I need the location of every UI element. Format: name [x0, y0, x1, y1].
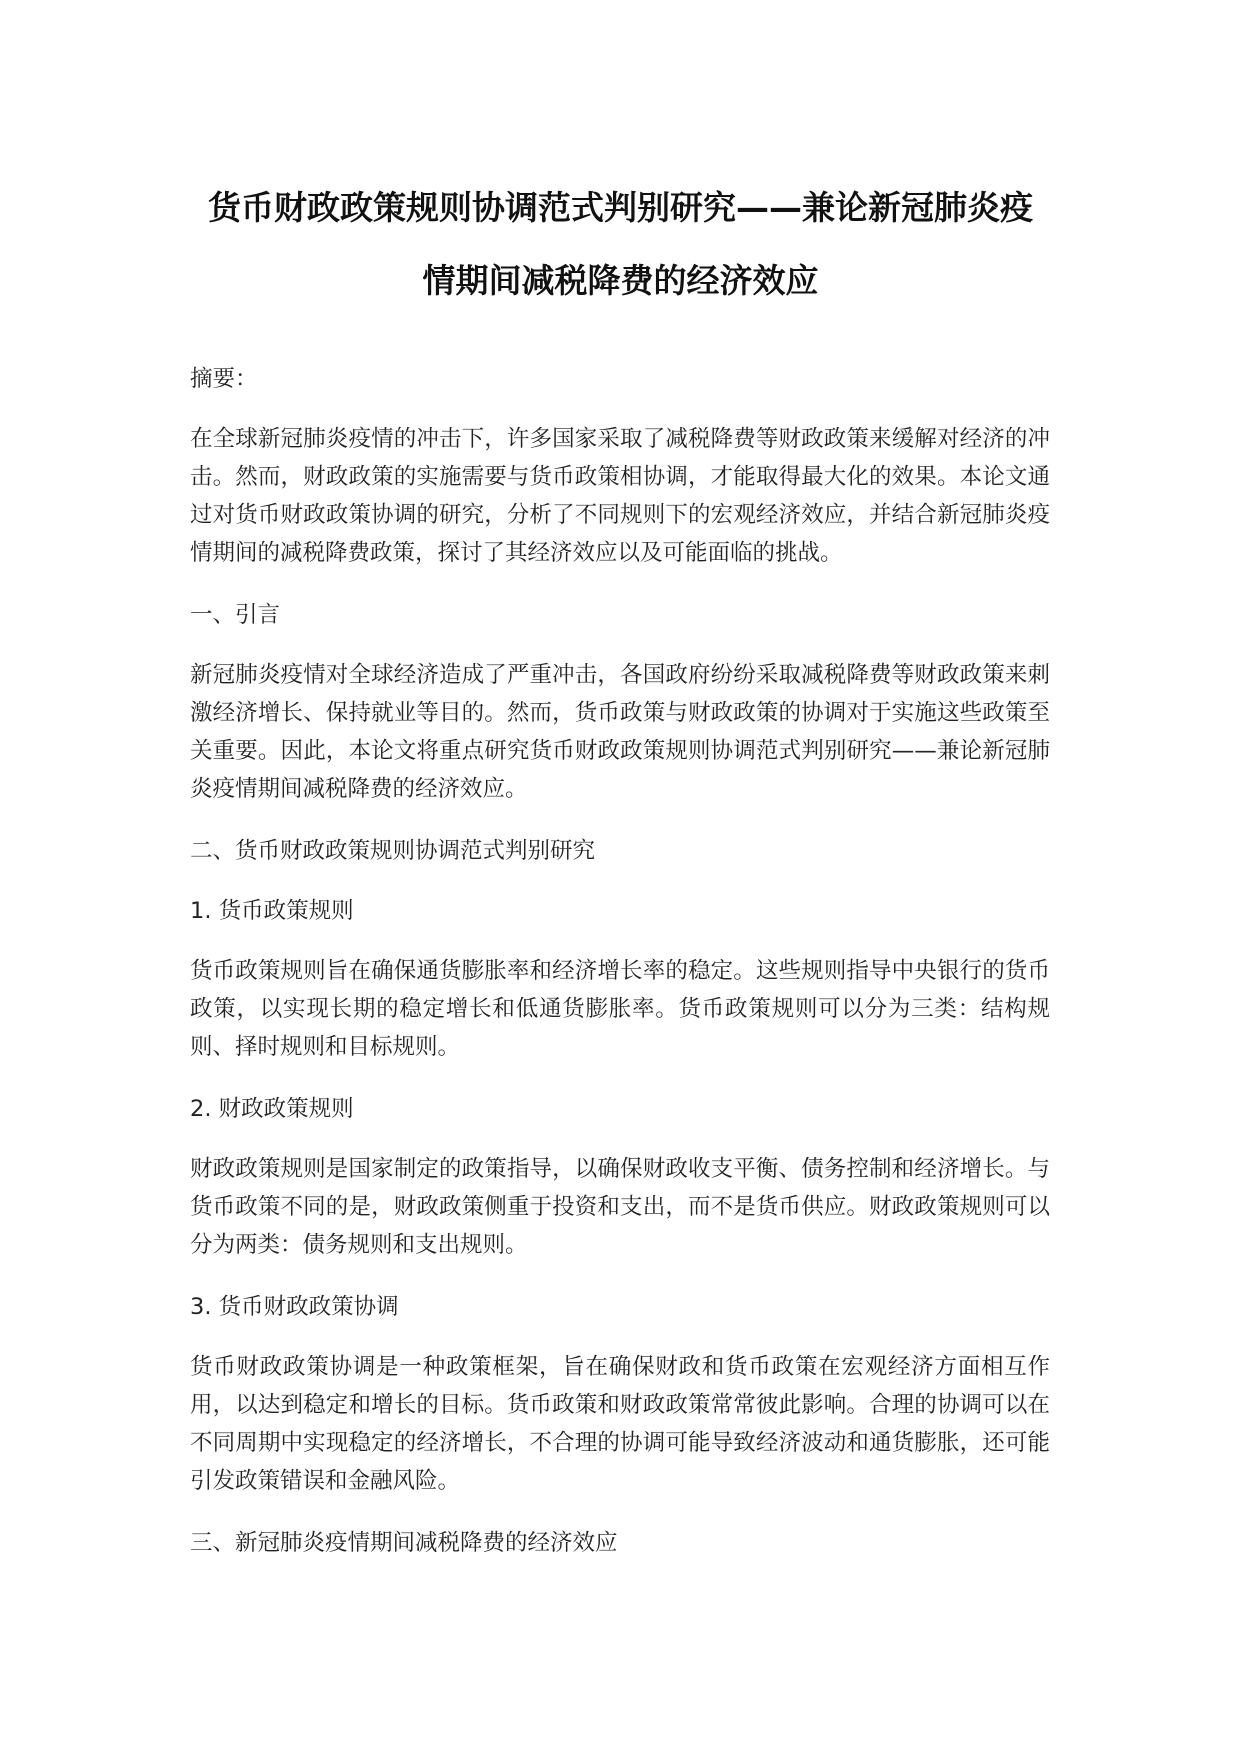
- subsection-3-paragraph: 货币财政政策协调是一种政策框架，旨在确保财政和货币政策在宏观经济方面相互作用，以达到稳定和增长的目标。货币政策和财政政策常常彼此影响。合理的协调可以在不同周期中实现稳定的经济增长，不合理的协调可能导致经济波动和通货膨胀，还可能引发政策错误和金融风险。: [190, 1354, 1050, 1494]
- section-3-heading: 三、新冠肺炎疫情期间减税降费的经济效应: [190, 1530, 618, 1556]
- subsection-3-heading: 3. 货币财政政策协调: [190, 1294, 399, 1320]
- section-2-heading: 二、货币财政政策规则协调范式判别研究: [190, 838, 596, 864]
- abstract-label: 摘要：: [190, 366, 258, 392]
- document-body: [190, 360, 1050, 1584]
- section-1-heading: 一、引言: [190, 602, 281, 628]
- section-1-paragraph: 新冠肺炎疫情对全球经济造成了严重冲击，各国政府纷纷采取减税降费等财政政策来刺激经济增长、保持就业等目的。然而，货币政策与财政政策的协调对于实施这些政策至关重要。因此，本论文将重点研究货币财政政策规则协调范式判别研究——兼论新冠肺炎疫情期间减税降费的经济效应。: [190, 662, 1050, 802]
- subsection-2-paragraph: 财政政策规则是国家制定的政策指导，以确保财政收支平衡、债务控制和经济增长。与货币政策不同的是，财政政策侧重于投资和支出，而不是货币供应。财政政策规则可以分为两类：债务规则和支出规则。: [190, 1156, 1050, 1258]
- document-title-line-1: 货币财政政策规则协调范式判别研究——兼论新冠肺炎疫: [208, 188, 1033, 227]
- document-title-line-2: 情期间减税降费的经济效应: [422, 261, 819, 300]
- subsection-2-heading: 2. 财政政策规则: [190, 1096, 354, 1122]
- subsection-1-heading: 1. 货币政策规则: [190, 898, 354, 924]
- subsection-1-paragraph: 货币政策规则旨在确保通货膨胀率和经济增长率的稳定。这些规则指导中央银行的货币政策，以实现长期的稳定增长和低通货膨胀率。货币政策规则可以分为三类：结构规则、择时规则和目标规则。: [190, 958, 1050, 1060]
- abstract-paragraph: 在全球新冠肺炎疫情的冲击下，许多国家采取了减税降费等财政政策来缓解对经济的冲击。然而，财政政策的实施需要与货币政策相协调，才能取得最大化的效果。本论文通过对货币财政政策协调的研究，分析了不同规则下的宏观经济效应，并结合新冠肺炎疫情期间的减税降费政策，探讨了其经济效应以及可能面临的挑战。: [190, 426, 1050, 566]
